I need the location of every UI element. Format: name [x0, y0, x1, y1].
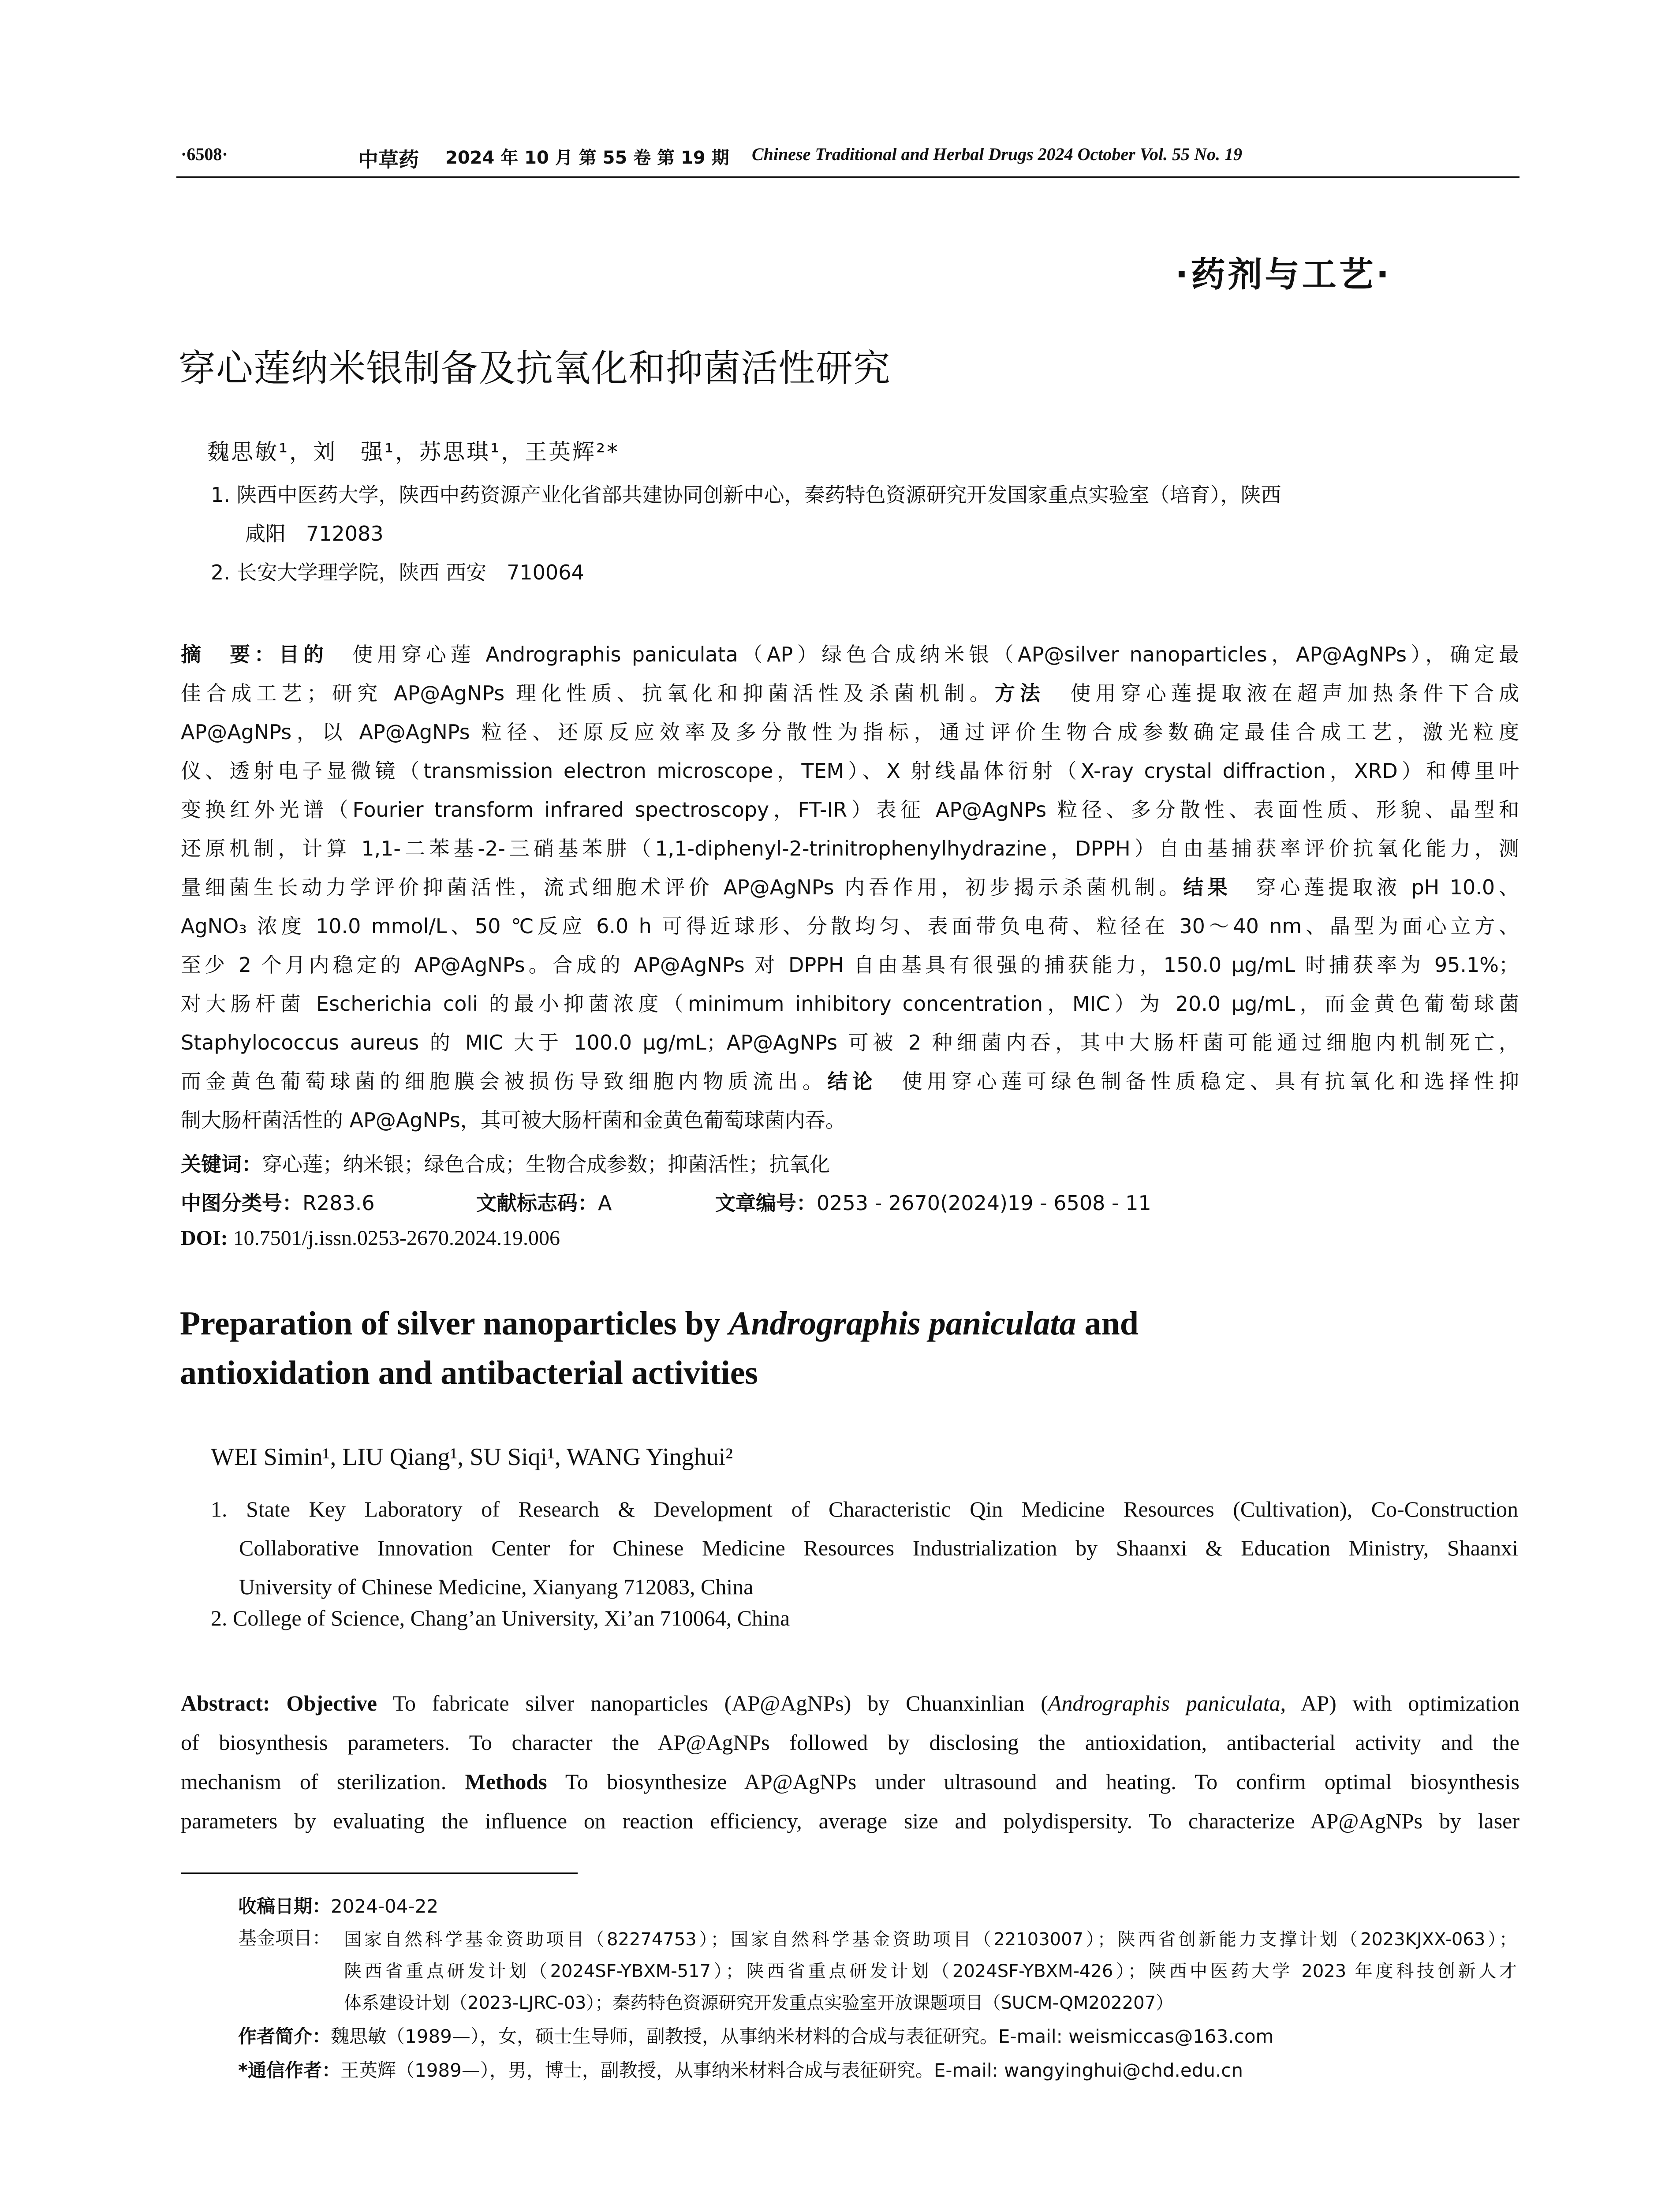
title-cn: 穿心莲纳米银制备及抗氧化和抑菌活性研究 [179, 347, 891, 390]
abstract-en [181, 1684, 1519, 1841]
footnote-rule [181, 1872, 578, 1874]
title-en-text: Preparation of silver nanoparticles by [180, 1305, 729, 1342]
abstract-cn-line: AP@AgNPs，以 AP@AgNPs 粒径、还原反应效率及多分散性为指标，通过评价生物合成参数确定最佳合成工艺，激光粒度 [181, 720, 1519, 744]
fund-label: 基金项目： [238, 1927, 331, 1949]
clc-value: R283.6 [302, 1191, 375, 1215]
affiliation-en-line: University of Chinese Medicine, Xianyang 712083, China [239, 1574, 754, 1599]
abstract-en-line: , AP) with optimization [1280, 1691, 1519, 1715]
keywords-text: 穿心莲；纳米银；绿色合成；生物合成参数；抑菌活性；抗氧化 [262, 1152, 830, 1176]
abstract-cn-line: 还原机制，计算 1,1-二苯基-2-三硝基苯肼（1,1-diphenyl-2-trinitrophenylhydrazine，DPPH）自由基捕获率评价抗氧化能力，测 [181, 837, 1519, 860]
abstract-en-line: To fabricate silver nanoparticles (AP@AgNPs) by Chuanxinlian ( [377, 1691, 1048, 1715]
abstract-cn-line: 量细菌生长动力学评价抑菌活性，流式细胞术评价 AP@AgNPs 内吞作用，初步揭示杀菌机制。 [181, 875, 1183, 899]
abstract-en-label: Abstract: Objective [181, 1691, 377, 1715]
author-bio-text: 魏思敏（1989—），女，硕士生导师，副教授，从事纳米材料的合成与表征研究。E-mail: weismiccas@163.com [331, 2026, 1274, 2047]
title-en-line-2: antioxidation and antibacterial activities [180, 1354, 758, 1391]
doc-code [476, 1187, 612, 1216]
abstract-en-line: of biosynthesis parameters. To character the AP@AgNPs followed by disclosing the antioxidation, antibacterial activity and the [181, 1730, 1519, 1755]
received-label: 收稿日期： [238, 1895, 331, 1917]
corresponding-text: 王英辉（1989—），男，博士，副教授，从事纳米材料合成与表征研究。E-mail: wangyinghui@chd.edu.cn [340, 2059, 1243, 2081]
received-value: 2024-04-22 [331, 1895, 439, 1917]
abstract-cn-line: 使用穿心莲 Andrographis paniculata（AP）绿色合成纳米银（AP@silver nanoparticles，AP@AgNPs），确定最 [328, 643, 1519, 666]
doi [181, 1226, 560, 1250]
abstract-cn-line: 穿心莲提取液 pH 10.0、 [1231, 875, 1519, 899]
abstract-cn-line: 对大肠杆菌 Escherichia coli 的最小抑菌浓度（minimum inhibitory concentration，MIC）为 20.0 μg/mL，而金黄色葡萄球菌 [181, 992, 1519, 1016]
abstract-cn-line: AgNO₃ 浓度 10.0 mmol/L、50 ℃反应 6.0 h 可得近球形、分散均匀、表面带负电荷、粒径在 30～40 nm、晶型为面心立方、 [181, 914, 1519, 938]
affiliation-cn-1-cont: 咸阳 712083 [245, 522, 384, 546]
corresponding-label: *通信作者： [238, 2059, 340, 2081]
abstract-cn-line: 制大肠杆菌活性的 AP@AgNPs，其可被大肠杆菌和金黄色葡萄球菌内吞。 [181, 1108, 846, 1132]
doc-value: A [598, 1191, 612, 1215]
header-rule [176, 176, 1519, 178]
title-en-text: and [1076, 1305, 1139, 1342]
abstract-cn-line: 仪、透射电子显微镜（transmission electron microscope，TEM）、X 射线晶体衍射（X-ray crystal diffraction，XRD）和傅里叶 [181, 759, 1519, 783]
abstract-cn-line: 至少 2 个月内稳定的 AP@AgNPs。合成的 AP@AgNPs 对 DPPH 自由基具有很强的捕获能力，150.0 μg/mL 时捕获率为 95.1%； [181, 953, 1519, 977]
abstract-cn-line: 使用穿心莲可绿色制备性质稳定、具有抗氧化和选择性抑 [877, 1069, 1519, 1093]
abstract-en-line: To biosynthesize AP@AgNPs under ultrasound and heating. To confirm optimal biosynthesis [547, 1769, 1519, 1794]
fund-line: 陕西省重点研发计划（2024SF-YBXM-517）；陕西省重点研发计划（2024SF-YBXM-426）；陕西中医药大学 2023 年度科技创新人才 [344, 1961, 1517, 1981]
abstract-cn-line: 变换红外光谱（Fourier transform infrared spectroscopy，FT-IR）表征 AP@AgNPs 粒径、多分散性、表面性质、形貌、晶型和 [181, 798, 1519, 822]
journal-name-en: Chinese Traditional and Herbal Drugs 2024 October Vol. 55 No. 19 [752, 144, 1242, 164]
abstract-en-line: mechanism of sterilization. [181, 1769, 465, 1794]
affiliation-en-2: 2. College of Science, Chang’an University, Xi’an 710064, China [211, 1606, 790, 1630]
abstract-cn-line: 佳合成工艺；研究 AP@AgNPs 理化性质、抗氧化和抑菌活性及杀菌机制。 [181, 681, 995, 705]
article-number-value: 0253 - 2670(2024)19 - 6508 - 11 [817, 1191, 1151, 1215]
doc-label: 文献标志码： [476, 1191, 598, 1215]
journal-issue-cn: 2024 年 10 月 第 55 卷 第 19 期 [445, 148, 729, 168]
section-tag: ·药剂与工艺· [1175, 255, 1392, 295]
doi-label: DOI: [181, 1226, 228, 1250]
article-number-label: 文章编号： [715, 1191, 817, 1215]
affiliation-en-line: Collaborative Innovation Center for Chinese Medicine Resources Industrialization by Shaanxi & Education Ministry, Shaanxi [239, 1536, 1518, 1560]
affiliation-cn-1: 1. 陕西中医药大学，陕西中药资源产业化省部共建协同创新中心，秦药特色资源研究开发国家重点实验室（培育），陕西 [211, 483, 1281, 507]
received-date [238, 1892, 438, 1918]
abstract-cn [181, 635, 1519, 1140]
fund-line: 国家自然科学基金资助项目（82274753）；国家自然科学基金资助项目（22103007）；陕西省创新能力支撑计划（2023KJXX-063）； [344, 1929, 1517, 1950]
keywords-cn [181, 1148, 830, 1177]
abstract-cn-line: 使用穿心莲提取液在超声加热条件下合成 [1045, 681, 1519, 705]
fund-text [344, 1924, 1517, 2019]
title-en-line-1 [180, 1304, 1139, 1343]
abstract-en-line: parameters by evaluating the influence on reaction efficiency, average size and polydispersity. To characterize AP@AgNPs by laser [181, 1809, 1519, 1833]
affiliation-en-line: 1. State Key Laboratory of Research & Development of Characteristic Qin Medicine Resources (Cultivation), Co-Construction [211, 1497, 1518, 1521]
doi-value: 10.7501/j.issn.0253-2670.2024.19.006 [233, 1226, 560, 1250]
results-label: 结果 [1183, 875, 1232, 899]
author-bio-label: 作者简介： [238, 2026, 331, 2047]
abstract-cn-label: 摘 要： [181, 643, 279, 666]
abstract-cn-line: Staphylococcus aureus 的 MIC 大于 100.0 μg/mL；AP@AgNPs 可被 2 种细菌内吞，其中大肠杆菌可能通过细胞内机制死亡， [181, 1031, 1519, 1054]
objective-label: 目的 [279, 643, 328, 666]
affiliation-cn-2: 2. 长安大学理学院，陕西 西安 710064 [211, 561, 584, 584]
affiliation-en-1 [211, 1490, 1518, 1606]
page-number: ·6508· [181, 144, 228, 164]
methods-en-label: Methods [465, 1769, 547, 1794]
corresponding-author [238, 2056, 1243, 2082]
title-en-italic: Andrographis paniculata [728, 1305, 1076, 1342]
author-bio [238, 2022, 1273, 2048]
clc-code [181, 1187, 375, 1216]
conclusion-label: 结论 [827, 1069, 877, 1093]
methods-label: 方法 [994, 681, 1045, 705]
journal-name-cn: 中草药 [358, 148, 419, 172]
article-number [715, 1187, 1151, 1216]
abstract-en-italic: Andrographis paniculata [1048, 1691, 1281, 1715]
abstract-cn-line: 而金黄色葡萄球菌的细胞膜会被损伤导致细胞内物质流出。 [181, 1069, 828, 1093]
fund-line: 体系建设计划（2023-LJRC-03）；秦药特色资源研究开发重点实验室开放课题项目（SUCM-QM202207） [344, 1993, 1174, 2013]
keywords-label: 关键词： [181, 1152, 262, 1176]
authors-en: WEI Simin¹, LIU Qiang¹, SU Siqi¹, WANG Yinghui² [211, 1443, 733, 1471]
clc-label: 中图分类号： [181, 1191, 302, 1215]
authors-cn: 魏思敏¹，刘 强¹，苏思琪¹，王英辉²* [207, 439, 620, 465]
